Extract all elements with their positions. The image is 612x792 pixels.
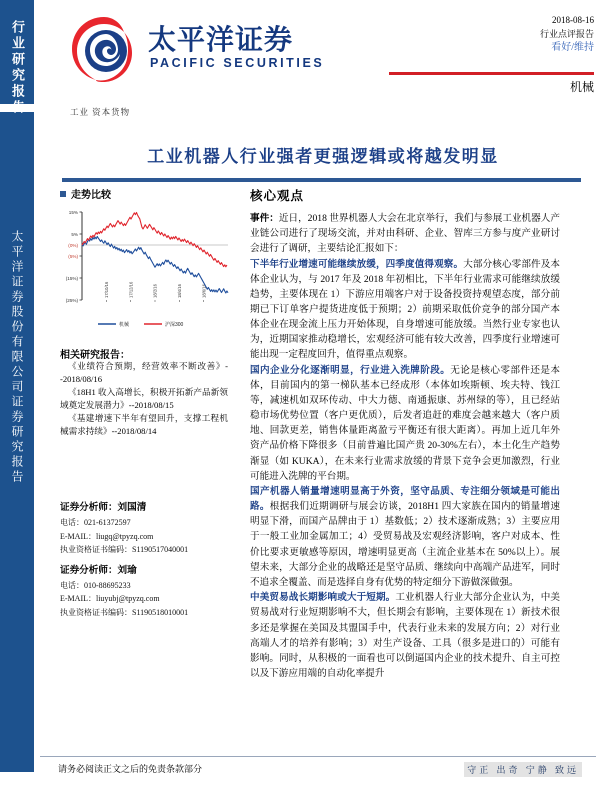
chart-section-heading: [60, 186, 225, 201]
logo-chinese-name: 太平洋证券: [148, 24, 294, 55]
paragraph-text: 根据我们近期调研与展会访谈，2018H1 四大家族在国内的销量增速明显下滑，而国产品牌由于 1）基数低；2）技术逐渐成熟；3）主要应用于一般工业加金属加工；4）受贸易战及宏观经济影响，客户对成本、性价比要求更敏感等原因，增速明显更高（主流企业基本在 50%以上）。展望未来，大部分企业的战略还是坚守品质、继续向中高端产品进军，同时不追求全覆盖、而是选择自身有优势的特定细分下游做深做强。: [250, 501, 561, 588]
analysts-block: [60, 494, 232, 619]
related-report-item[interactable]: 《业绩符合预期，经营效率不断改善》--2018/08/16: [60, 361, 228, 384]
chart-y-tick-label: (15%): [65, 276, 78, 281]
report-date: 2018-08-16: [552, 15, 594, 25]
chart-y-tick-label: 5%: [71, 232, 78, 237]
related-report-item[interactable]: 《基建增速下半年有望回升，支撑工程机械需求持续》--2018/08/14: [60, 413, 228, 436]
chart-legend-label: 沪深300: [165, 322, 184, 328]
chart-x-tick-label: 18/6/16: [201, 284, 207, 298]
page-title: 工业机器人行业强者更强逻辑或将越发明显: [147, 147, 499, 166]
header-red-rule: [389, 72, 594, 75]
footer-slogan: 守正 出奇 宁静 致远: [464, 762, 582, 777]
body-paragraph: [250, 363, 560, 484]
chart-series-csi300: [82, 212, 227, 266]
related-reports-list: [60, 360, 228, 439]
chart-x-tick-label: 18/2/16: [152, 284, 158, 298]
paragraph-lead: 下半年行业增速可能继续放缓，四季度值得观察。: [250, 258, 464, 270]
chart-y-tick-label: (25%): [65, 298, 78, 303]
analyst-email[interactable]: E-MAIL：liuyubj@tpyzq.com: [60, 594, 160, 603]
analyst-phone: 电话：021-61372597: [60, 518, 131, 527]
left-column: [60, 186, 225, 205]
header-meta-block: [364, 14, 594, 55]
breadcrumb: 工业 资本货物: [70, 107, 131, 117]
report-type: 行业点评报告: [539, 28, 594, 39]
chart-x-tick-label: 17/10/16: [103, 281, 109, 298]
analyst-license: 执业资格证书编码：S1190518010001: [60, 607, 189, 617]
trend-chart-svg: [58, 204, 230, 334]
paragraph-text: 近日，2018 世界机器人大会在北京举行，我们与参展工业机器人产业链公司进行了现场交流，并对由科研、企业、智库三方参与度产业研讨会进行了调研，主要结论汇报如下：: [250, 213, 560, 255]
title-divider: [62, 178, 581, 182]
chart-y-tick-label: 15%: [68, 210, 78, 215]
paragraph-text: 无论是核心零部件还是本体，目前国内的第一梯队基本已经成形（本体如埃斯顿、埃夫特、钱江等，减速机如双环传动、中大力德、南通振康、苏州绿的等），且已经站稳市场优势位置（客户更优质），后发者追赶的难度会越来越大（客户质地、回款更差，销售体量距离盈亏平衡还有很大距离）。再加上近几年外资产品价格下降很多（目前普遍比国产贵 20-30%左右），本土化生产趋势渐显（如 KUKA），在未来行业需求放缓的背景下竞争会更加激烈，行业可能进入洗牌的平台期。: [250, 364, 561, 482]
paragraph-lead: 国产机器人销量增速明显高于外资，坚守品质、专注细分领域是可能出路。: [250, 486, 560, 513]
body-paragraph: [250, 257, 560, 363]
sector-label: 机械: [569, 80, 594, 94]
core-viewpoint-paragraphs: [250, 211, 560, 681]
footer-disclaimer: 请务必阅读正文之后的免责条款部分: [58, 764, 203, 774]
chart-y-tick-label: (5%): [68, 254, 78, 259]
footer-divider: [40, 756, 596, 757]
chart-legend-label: 机械: [119, 322, 130, 328]
body-paragraph: [250, 484, 560, 590]
sidebar-vertical-title-top: 行业研究报告: [10, 20, 25, 116]
analyst-name: 证券分析师：刘国清: [60, 502, 147, 513]
chart-section-label: 走势比较: [71, 190, 111, 201]
paragraph-lead: 国内企业分化逐渐明显，行业进入洗牌阶段。: [250, 364, 451, 376]
body-paragraph: [250, 590, 560, 681]
related-reports-heading: 相关研究报告：: [60, 350, 130, 361]
analyst-email[interactable]: E-MAIL：liugq@tpyzq.com: [60, 531, 154, 541]
page-header: [34, 0, 612, 120]
paragraph-text: 大部分核心零部件及本体企业认为，与 2017 年及 2018 年初相比，下半年行业需求可能继续放缓趋势，主要体现在 1）下游应用端客户对于设备投资持观望态度，部分前期已下订单客户提货进度低于预期；2）前期采取低价竞争的部分国产本体企业在现金流上压力开始体现，自身增速可能放缓。当然行业专家也认为，近期国家推动稳增长，宏观经济可能有较大改善，四季度行业增速可能出现一定程度回升，值得重点观察。: [250, 258, 561, 361]
bullet-square-icon: [60, 191, 66, 197]
left-sidebar-band: [0, 0, 34, 792]
core-viewpoint-heading: 核心观点: [250, 189, 305, 203]
body-paragraph: [250, 211, 560, 256]
paragraph-lead: 事件：: [250, 213, 279, 224]
chart-zero-label: (0%): [68, 243, 78, 248]
rating-badge: 看好/维持: [551, 42, 594, 53]
paragraph-text: 工业机器人行业大部分企业认为，中美贸易战对行业短期影响不大，但长期会有影响，主要体现在 1）新技术很多还是掌握在美国及其盟国手中，代表行业未来的发展方向；2）对行业高端人才的培养有影响；3）对生产设备、工具（很多是进口的）可能有影响。同时，从积极的一面看也可以倒逼国内企业的技术提升、自主可控以及下游应用端的自动化率提升: [250, 592, 561, 679]
related-report-item[interactable]: 《18H1 收入高增长，积极开拓新产品新领域奠定发展潜力》--2018/08/15: [60, 387, 228, 410]
analyst-license: 执业资格证书编码：S1190517040001: [60, 545, 189, 554]
main-body-column: [250, 186, 560, 681]
chart-x-tick-label: 17/12/16: [128, 281, 134, 298]
analyst-entry: [60, 562, 232, 620]
pacific-securities-logo-icon: [68, 14, 140, 86]
paragraph-lead: 中美贸易战长期影响或大于短期。: [250, 592, 396, 604]
analyst-phone: 电话：010-88695233: [60, 580, 131, 590]
analyst-entry: [60, 499, 232, 557]
sidebar-vertical-title-bottom: 太平洋证券股份有限公司证券研究报告: [10, 230, 24, 485]
chart-x-tick-label: 18/4/16: [176, 284, 182, 298]
logo-english-name: PACIFIC SECURITIES: [150, 56, 325, 70]
trend-comparison-chart: [58, 204, 230, 334]
company-logo: [68, 14, 358, 86]
analyst-name: 证券分析师：刘瑜: [60, 564, 137, 576]
